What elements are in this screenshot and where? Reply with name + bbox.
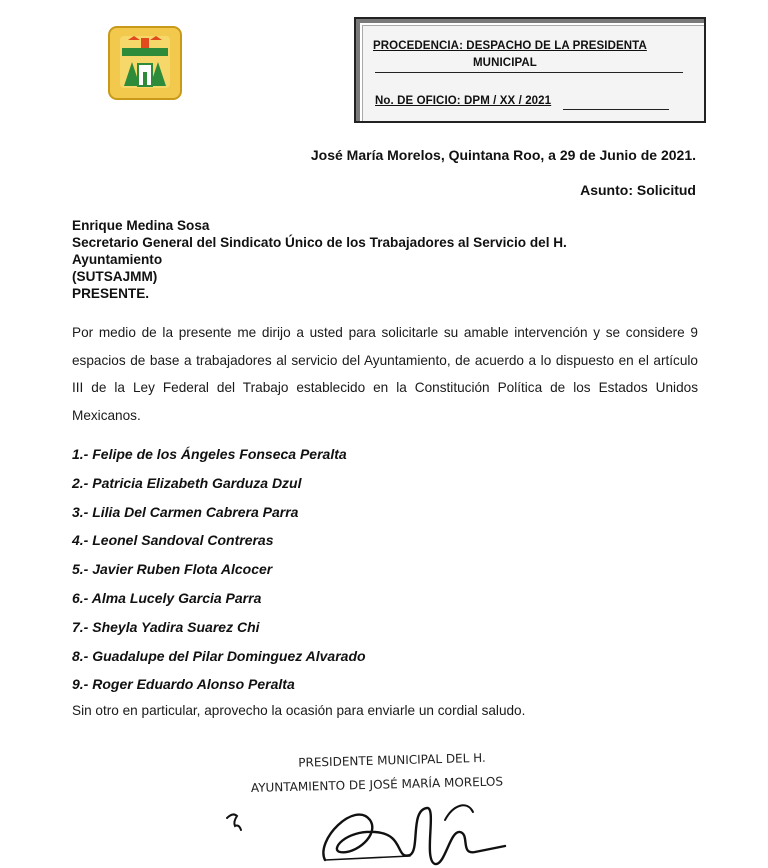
closing-text: Sin otro en particular, aprovecho la ocasión para enviarle un cordial saludo. (72, 703, 526, 718)
oficio-text: No. DE OFICIO: DPM / XX / 2021 (375, 95, 552, 107)
procedencia-line-2 (473, 57, 537, 69)
procedencia-underline (375, 72, 683, 73)
worker-list (72, 440, 366, 699)
oficio-underline (563, 109, 669, 110)
worker-list-item: 4.- Leonel Sandoval Contreras (72, 532, 274, 549)
recipient-salutation: PRESENTE. (72, 286, 150, 301)
worker-list-item: 8.- Guadalupe del Pilar Dominguez Alvarado (72, 647, 366, 664)
worker-list-item: 9.- Roger Eduardo Alonso Peralta (72, 676, 295, 693)
procedencia-line-1 (373, 40, 647, 52)
worker-list-item: 7.- Sheyla Yadira Suarez Chi (72, 618, 260, 635)
place-date: José María Morelos, Quintana Roo, a 29 de Junio de 2021. (310, 147, 696, 163)
recipient-name: Enrique Medina Sosa (72, 218, 210, 233)
worker-list-item: 2.- Patricia Elizabeth Garduza Dzul (72, 474, 302, 491)
recipient-title-line-2: Ayuntamiento (72, 252, 163, 267)
header-box (354, 17, 706, 123)
oficio-line (375, 95, 551, 107)
recipient-block (72, 217, 712, 302)
subject-line: Asunto: Solicitud (580, 182, 696, 198)
procedencia-text-2: MUNICIPAL (473, 57, 537, 69)
handwritten-signature (205, 760, 565, 868)
signature-title-line-1: PRESIDENTE MUNICIPAL DEL H. (298, 750, 486, 770)
procedencia-text-1: PROCEDENCIA: DESPACHO DE LA PRESIDENTA (373, 40, 647, 52)
recipient-acronym: (SUTSAJMM) (72, 269, 158, 284)
header-box-inner (362, 25, 704, 121)
signature-title-line-2: AYUNTAMIENTO DE JOSÉ MARÍA MORELOS (250, 774, 504, 795)
worker-list-item: 5.- Javier Ruben Flota Alcocer (72, 561, 273, 578)
worker-list-item: 3.- Lilia Del Carmen Cabrera Parra (72, 503, 299, 520)
body-paragraph: Por medio de la presente me dirijo a usted para solicitarle su amable intervención y se considere 9 espacios de base a trabajadores al servicio del Ayuntamiento, de acuerdo a lo dispuesto en el artículo III de la Ley Federal del Trabajo establecido en la Constitución Política de los Estados Unidos Mexicanos. (72, 325, 698, 423)
municipal-emblem-icon (108, 26, 182, 100)
recipient-title-line-1: Secretario General del Sindicato Único de los Trabajadores al Servicio del H. (72, 235, 567, 250)
worker-list-item: 6.- Alma Lucely Garcia Parra (72, 589, 262, 606)
worker-list-item: 1.- Felipe de los Ángeles Fonseca Peralta (72, 446, 347, 462)
